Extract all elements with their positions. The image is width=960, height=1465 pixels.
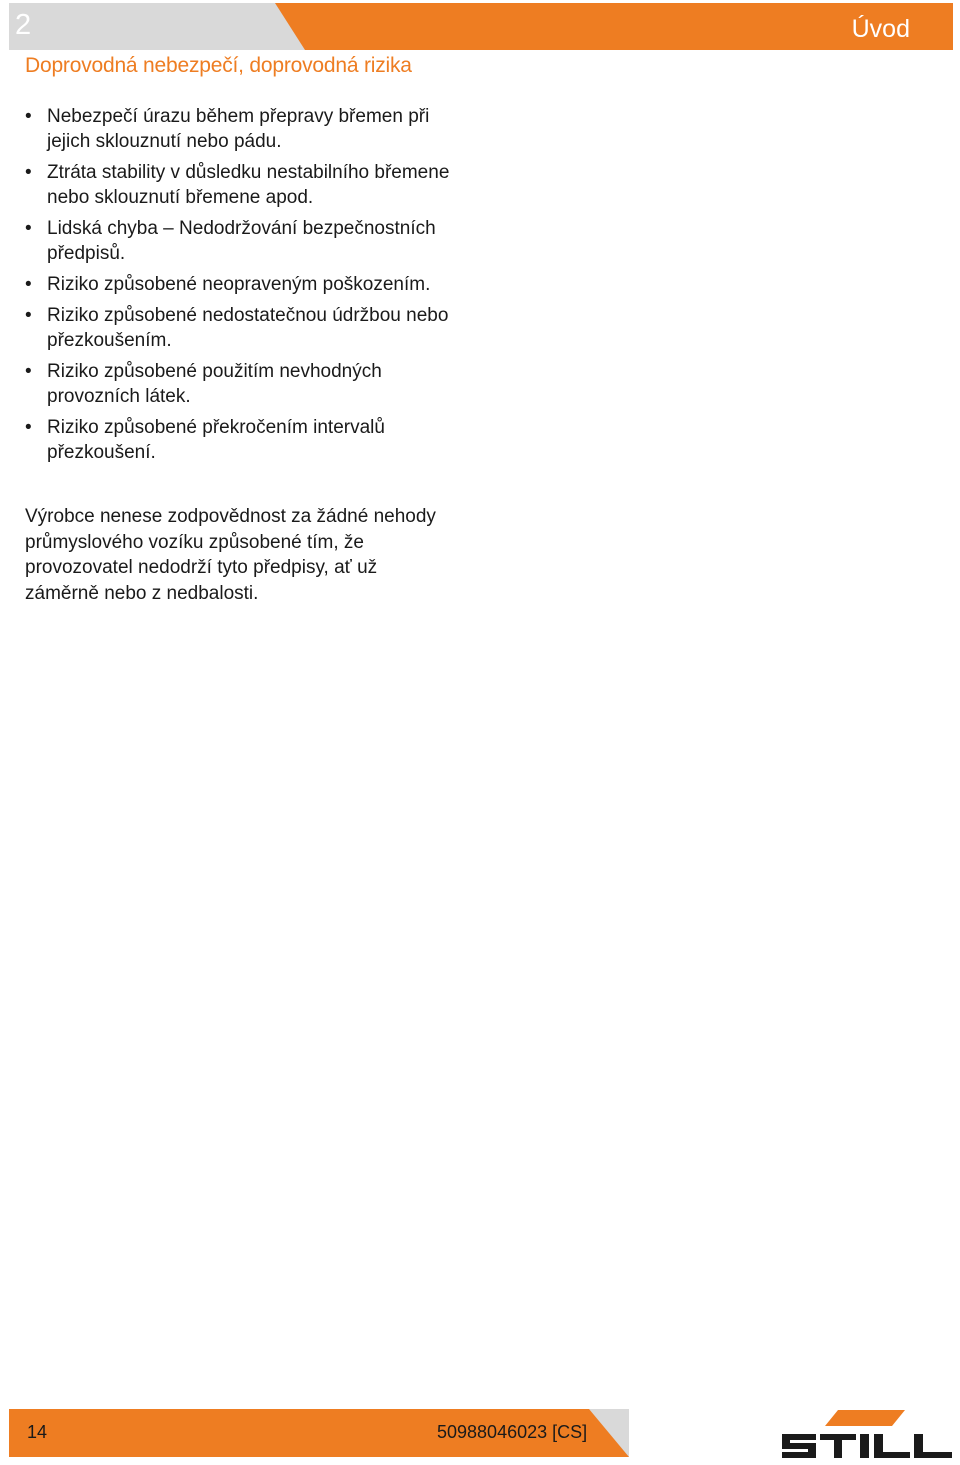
section-heading: Doprovodná nebezpečí, doprovodná rizika — [25, 54, 412, 77]
bullet-icon: • — [25, 417, 32, 438]
page-number: 14 — [27, 1422, 48, 1442]
still-logo-graphic — [780, 1410, 955, 1458]
list-item-text: Lidská chyba – Nedodržování bezpečnostních předpisů. — [47, 218, 436, 264]
list-item-text: Riziko způsobené nedostatečnou údržbou nebo přezkoušením. — [47, 305, 449, 351]
bullet-icon: • — [25, 162, 32, 183]
bullet-icon: • — [25, 305, 32, 326]
list-item — [25, 160, 455, 210]
list-item — [25, 359, 455, 409]
bullet-icon: • — [25, 218, 32, 239]
header-band — [9, 3, 953, 50]
document-number: 50988046023 [CS] — [437, 1422, 588, 1442]
list-item — [25, 415, 455, 465]
still-logo — [780, 1410, 955, 1458]
list-item-text: Riziko způsobené použitím nevhodných provozních látek. — [47, 361, 382, 407]
list-item-text: Riziko způsobené překročením intervalů přezkoušení. — [47, 417, 385, 463]
chapter-title: Úvod — [851, 15, 910, 43]
list-item — [25, 303, 455, 353]
chapter-number: 2 — [15, 9, 32, 41]
bullet-icon: • — [25, 106, 32, 127]
list-item — [25, 272, 455, 297]
hazard-list — [25, 104, 455, 471]
list-item — [25, 216, 455, 266]
list-item-text: Nebezpečí úrazu během přepravy břemen při jejich sklouznutí nebo pádu. — [47, 106, 430, 152]
bullet-icon: • — [25, 361, 32, 382]
liability-paragraph: Výrobce nenese zodpovědnost za žádné nehody průmyslového vozíku způsobené tím, že provozovatel nedodrží tyto předpisy, ať už záměrně nebo z nedbalosti. — [25, 506, 436, 604]
list-item — [25, 104, 455, 154]
list-item-text: Ztráta stability v důsledku nestabilního břemene nebo sklouznutí břemene apod. — [47, 162, 450, 208]
bullet-icon: • — [25, 274, 32, 295]
list-item-text: Riziko způsobené neopraveným poškozením. — [47, 274, 431, 295]
